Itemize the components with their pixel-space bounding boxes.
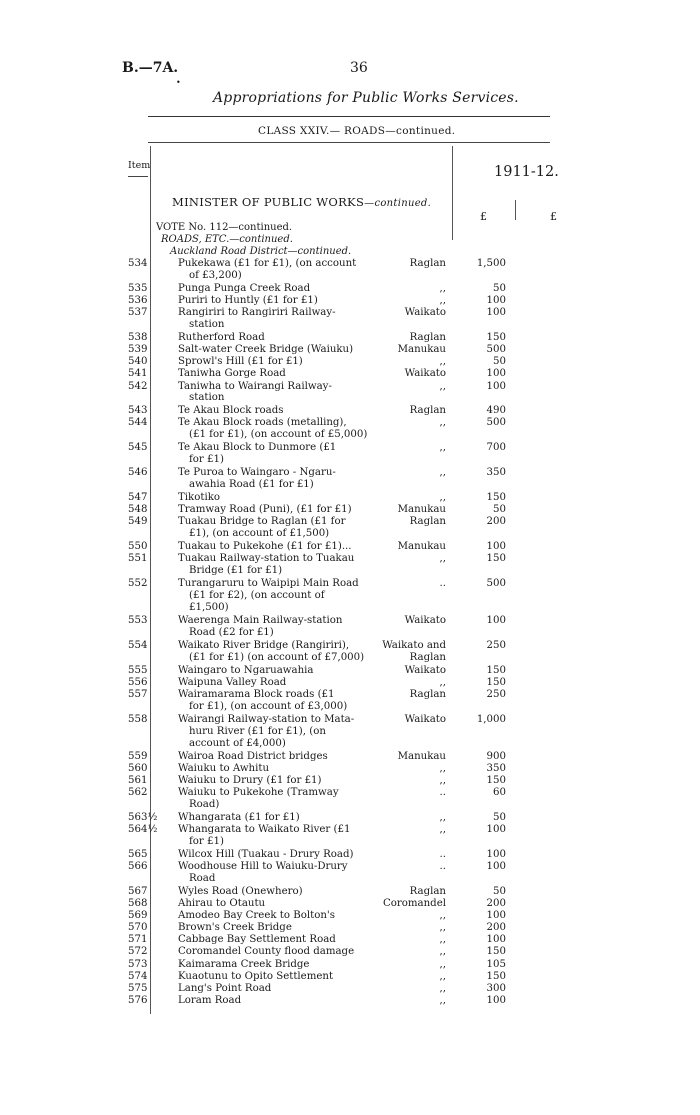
item-description-continued: station	[189, 319, 225, 331]
item-amount: 150	[486, 676, 506, 688]
item-district: Waikato	[404, 614, 446, 626]
item-number: 544	[128, 417, 148, 429]
item-description: Waingaro to Ngaruawahia	[178, 664, 314, 676]
item-description: Sprowl's Hill (£1 for £1)	[178, 356, 303, 368]
item-number: 569	[128, 910, 148, 922]
item-description: Ahirau to Otautu	[178, 897, 266, 909]
item-number: 543	[128, 405, 148, 417]
item-description: Waerenga Main Railway-station	[178, 614, 343, 626]
page-number: 36	[350, 60, 368, 76]
item-description: Te Puroa to Waingaro - Ngaru-	[178, 467, 336, 479]
item-district: ,,	[439, 811, 446, 823]
item-number: 566	[128, 860, 148, 872]
item-description-continued: Bridge (£1 for £1)	[189, 565, 283, 577]
item-amount: 100	[486, 380, 506, 392]
item-description: Cabbage Bay Settlement Road	[178, 934, 336, 946]
item-district: Waikato	[404, 368, 446, 380]
item-amount: 60	[493, 786, 506, 798]
item-amount: 105	[486, 958, 506, 970]
item-amount: 250	[486, 639, 506, 651]
item-description: Kuaotunu to Opito Settlement	[178, 970, 334, 982]
item-number: 564½	[128, 823, 158, 835]
item-district: ,,	[439, 282, 446, 294]
item-amount: 50	[493, 885, 506, 897]
item-number: 565	[128, 848, 148, 860]
item-district: ,,	[439, 380, 446, 392]
item-number: 556	[128, 676, 148, 688]
item-district: Waikato	[404, 713, 446, 725]
item-district: ,,	[439, 982, 446, 994]
item-description: Tikotiko	[178, 492, 221, 504]
item-description: Tuakau Railway-station to Tuakau	[178, 553, 355, 565]
item-number: 537	[128, 307, 148, 319]
item-description: Wyles Road (Onewhero)	[178, 885, 303, 897]
item-description-continued: for £1)	[189, 454, 224, 466]
item-description-continued: account of £4,000)	[189, 737, 286, 749]
year-column-header: 1911-12.	[494, 164, 559, 180]
item-amount: 100	[486, 294, 506, 306]
item-amount: 1,500	[476, 258, 506, 269]
item-district: Manukau	[397, 541, 446, 553]
minister-heading: MINISTER OF PUBLIC WORKS—continued.	[172, 195, 432, 209]
item-district: ,,	[439, 417, 446, 429]
item-amount: 100	[486, 541, 506, 553]
item-description: Punga Punga Creek Road	[178, 282, 311, 294]
item-district: ,,	[439, 294, 446, 306]
item-column-divider	[150, 146, 151, 1014]
item-amount: 100	[486, 848, 506, 860]
item-description: Wilcox Hill (Tuakau - Drury Road)	[178, 848, 354, 860]
item-description: Pukekawa (£1 for £1), (on account	[178, 258, 357, 269]
item-description: Brown's Creek Bridge	[178, 922, 292, 934]
item-number: 548	[128, 504, 148, 516]
pound-symbol-left: £	[480, 210, 487, 223]
item-description: Wairamarama Block roads (£1	[178, 688, 335, 700]
item-description: Taniwha to Wairangi Railway-	[178, 380, 332, 392]
item-description: Te Akau Block to Dunmore (£1	[178, 442, 337, 454]
item-district: ,,	[439, 774, 446, 786]
item-number: 546	[128, 467, 148, 479]
item-district: Raglan	[409, 405, 446, 417]
item-description: Rutherford Road	[178, 331, 265, 343]
item-description: Waikato River Bridge (Rangiriri),	[178, 639, 350, 651]
item-district: ,,	[439, 946, 446, 958]
item-amount: 700	[486, 442, 506, 454]
item-district: ,,	[439, 442, 446, 454]
item-district: Waikato and	[382, 639, 446, 651]
item-description: Waiuku to Awhitu	[178, 762, 270, 774]
document-reference: B.—7A.	[122, 60, 179, 76]
bullet-mark: •	[176, 78, 181, 87]
item-amount: 100	[486, 368, 506, 380]
item-number: 571	[128, 934, 148, 946]
item-description: Woodhouse Hill to Waiuku-Drury	[178, 860, 348, 872]
item-number: 559	[128, 750, 148, 762]
item-amount: 150	[486, 664, 506, 676]
roads-heading: ROADS, ETC.—continued.	[161, 234, 293, 245]
item-district: Raglan	[409, 258, 446, 269]
item-description-continued: huru River (£1 for £1), (on	[189, 725, 326, 737]
item-description: Tuakau Bridge to Raglan (£1 for	[178, 516, 346, 528]
item-district: ,,	[439, 356, 446, 368]
item-district: ,,	[439, 958, 446, 970]
item-description: Puriri to Huntly (£1 for £1)	[178, 294, 318, 306]
item-number: 540	[128, 356, 148, 368]
item-amount: 200	[486, 897, 506, 909]
item-district: Manukau	[397, 504, 446, 516]
item-description: Rangiriri to Rangiriri Railway-	[178, 307, 336, 319]
pound-column-divider	[515, 200, 516, 220]
item-number: 575	[128, 982, 148, 994]
item-number: 535	[128, 282, 148, 294]
item-amount: 150	[486, 774, 506, 786]
item-number: 560	[128, 762, 148, 774]
item-district: Raglan	[409, 885, 446, 897]
item-district: Raglan	[409, 331, 446, 343]
item-district: Waikato	[404, 307, 446, 319]
item-number: 576	[128, 995, 148, 1006]
item-description: Taniwha Gorge Road	[178, 368, 286, 380]
item-number: 542	[128, 380, 148, 392]
item-amount: 500	[486, 344, 506, 356]
item-district: ,,	[439, 553, 446, 565]
item-amount: 50	[493, 504, 506, 516]
item-number: 557	[128, 688, 148, 700]
item-number: 563½	[128, 811, 158, 823]
item-amount: 100	[486, 823, 506, 835]
item-number: 536	[128, 294, 148, 306]
item-amount: 490	[486, 405, 506, 417]
item-description: Waiuku to Drury (£1 for £1)	[178, 774, 322, 786]
item-description-continued: Road)	[189, 798, 220, 810]
item-number: 572	[128, 946, 148, 958]
item-description-continued: £1,500)	[189, 602, 229, 614]
item-number: 549	[128, 516, 148, 528]
item-district: ,,	[439, 492, 446, 504]
item-description: Loram Road	[178, 995, 242, 1006]
item-number: 573	[128, 958, 148, 970]
item-description: Turangaruru to Waipipi Main Road	[178, 578, 359, 590]
item-district: Coromandel	[382, 897, 446, 909]
district-heading: Auckland Road District—continued.	[170, 246, 352, 257]
item-amount: 150	[486, 970, 506, 982]
item-description: Waiuku to Pukekohe (Tramway	[178, 786, 339, 798]
item-description: Tuakau to Pukekohe (£1 for £1)...	[178, 541, 352, 553]
item-district: ,,	[439, 922, 446, 934]
item-description: Wairoa Road District bridges	[178, 750, 328, 762]
item-amount: 500	[486, 417, 506, 429]
item-description-continued: £1), (on account of £1,500)	[189, 528, 330, 540]
item-amount: 150	[486, 331, 506, 343]
item-header-rule	[128, 176, 148, 177]
item-description-continued: (£1 for £2), (on account of	[189, 590, 325, 602]
item-district: Raglan	[409, 688, 446, 700]
item-amount: 200	[486, 516, 506, 528]
item-description: Te Akau Block roads (metalling),	[178, 417, 347, 429]
item-number: 538	[128, 331, 148, 343]
item-amount: 100	[486, 934, 506, 946]
header-rule	[148, 116, 550, 117]
item-number: 561	[128, 774, 148, 786]
item-district: Raglan	[409, 651, 446, 663]
year-column-divider	[452, 146, 453, 240]
item-district: ,,	[439, 762, 446, 774]
item-description: Te Akau Block roads	[178, 405, 284, 417]
item-amount: 100	[486, 614, 506, 626]
item-district: ,,	[439, 910, 446, 922]
item-district: ..	[439, 848, 446, 860]
item-district: Waikato	[404, 664, 446, 676]
item-district: ,,	[439, 676, 446, 688]
item-description: Whangarata (£1 for £1)	[178, 811, 300, 823]
item-district: ,,	[439, 995, 446, 1006]
item-amount: 1,000	[476, 713, 506, 725]
item-description-continued: (£1 for £1), (on account of £5,000)	[189, 429, 368, 441]
item-amount: 350	[486, 467, 506, 479]
page-title: Appropriations for Public Works Services.	[213, 90, 519, 106]
item-number: 552	[128, 578, 148, 590]
item-number: 554	[128, 639, 148, 651]
item-number: 555	[128, 664, 148, 676]
pound-symbol-right: £	[550, 210, 557, 223]
item-district: Manukau	[397, 344, 446, 356]
item-number: 534	[128, 258, 148, 269]
item-number: 568	[128, 897, 148, 909]
item-number: 539	[128, 344, 148, 356]
item-amount: 150	[486, 946, 506, 958]
item-description: Lang's Point Road	[178, 982, 272, 994]
item-number: 547	[128, 492, 148, 504]
item-description: Tramway Road (Puni), (£1 for £1)	[178, 504, 352, 516]
class-title: CLASS XXIV.— ROADS—continued.	[258, 125, 456, 137]
item-district: ,,	[439, 970, 446, 982]
item-column-header: Item	[128, 160, 151, 171]
item-number: 558	[128, 713, 148, 725]
item-description: Whangarata to Waikato River (£1	[178, 823, 351, 835]
item-number: 551	[128, 553, 148, 565]
item-amount: 300	[486, 982, 506, 994]
item-number: 567	[128, 885, 148, 897]
item-description-continued: of £3,200)	[189, 269, 242, 281]
item-description: Waipuna Valley Road	[178, 676, 287, 688]
item-description: Salt-water Creek Bridge (Waiuku)	[178, 344, 354, 356]
item-description: Kaimarama Creek Bridge	[178, 958, 310, 970]
item-district: ..	[439, 860, 446, 872]
item-amount: 150	[486, 553, 506, 565]
class-rule	[148, 142, 550, 143]
item-description-continued: awahia Road (£1 for £1)	[189, 479, 314, 491]
item-number: 562	[128, 786, 148, 798]
item-amount: 100	[486, 860, 506, 872]
item-amount: 50	[493, 282, 506, 294]
item-amount: 50	[493, 811, 506, 823]
item-number: 541	[128, 368, 148, 380]
item-number: 570	[128, 922, 148, 934]
item-amount: 350	[486, 762, 506, 774]
item-amount: 150	[486, 492, 506, 504]
item-district: ,,	[439, 467, 446, 479]
item-amount: 100	[486, 307, 506, 319]
item-number: 553	[128, 614, 148, 626]
item-description-continued: Road	[189, 872, 216, 884]
item-district: ,,	[439, 823, 446, 835]
item-amount: 100	[486, 995, 506, 1006]
item-description-continued: for £1), (on account of £3,000)	[189, 700, 348, 712]
item-amount: 100	[486, 910, 506, 922]
item-amount: 500	[486, 578, 506, 590]
item-amount: 250	[486, 688, 506, 700]
vote-heading: VOTE No. 112—continued.	[156, 222, 293, 233]
item-description: Amodeo Bay Creek to Bolton's	[178, 910, 335, 922]
item-district: ..	[439, 786, 446, 798]
item-description-continued: Road (£2 for £1)	[189, 626, 274, 638]
item-description-continued: for £1)	[189, 835, 224, 847]
item-description: Wairangi Railway-station to Mata-	[178, 713, 355, 725]
item-district: Manukau	[397, 750, 446, 762]
item-district: ..	[439, 578, 446, 590]
item-number: 545	[128, 442, 148, 454]
item-description-continued: (£1 for £1) (on account of £7,000)	[189, 651, 365, 663]
item-amount: 200	[486, 922, 506, 934]
item-number: 574	[128, 970, 148, 982]
item-description-continued: station	[189, 392, 225, 404]
item-district: Raglan	[409, 516, 446, 528]
item-amount: 900	[486, 750, 506, 762]
item-description: Coromandel County flood damage	[178, 946, 355, 958]
item-district: ,,	[439, 934, 446, 946]
item-amount: 50	[493, 356, 506, 368]
item-number: 550	[128, 541, 148, 553]
